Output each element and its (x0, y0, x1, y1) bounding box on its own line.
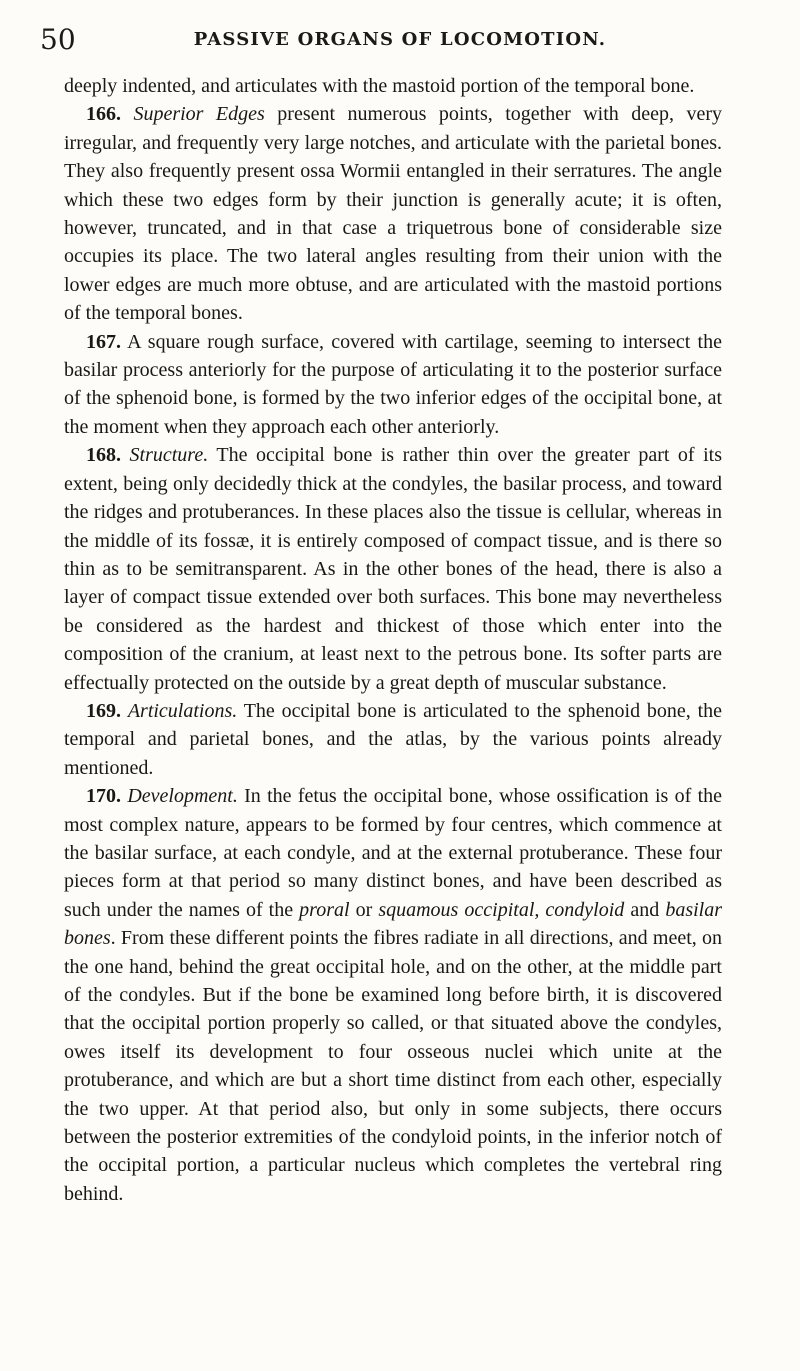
page-number: 50 (40, 23, 76, 56)
section-number: 167. (86, 330, 121, 353)
section-number: 168. (86, 444, 121, 467)
section-number: 170. (86, 785, 121, 808)
paragraph-text: or (349, 898, 379, 921)
paragraph-text: deeply indented, and articulates with the mastoid portion of the temporal bone. (64, 75, 695, 97)
paragraph-167 (64, 328, 722, 442)
paragraph-continuation (64, 72, 722, 100)
section-number: 166. (86, 103, 121, 126)
section-title: Articulations. (127, 699, 238, 722)
paragraph-169 (64, 697, 722, 782)
running-head: PASSIVE ORGANS OF LOCOMOTION. (193, 29, 607, 50)
paragraph-text: In the fetus the occipital bone, whose ossification is of the most complex nature, appears to be formed by four centres, which commence at the basilar surface, at each condyle, and at the external protuberance. These four pieces form at that period so many distinct bones, and have been described as such under the names of the (64, 785, 723, 921)
italic-term: basilar bones (64, 898, 722, 950)
paragraph-170 (64, 782, 722, 1208)
section-title: Superior Edges (133, 103, 265, 126)
paragraph-text: The occipital bone is articulated to the sphenoid bone, the temporal and parietal bones, and the atlas, by the various points already mentioned. (64, 699, 723, 779)
section-number: 169. (86, 699, 121, 722)
section-title: Structure. (129, 444, 209, 467)
paragraph-166 (64, 100, 722, 327)
italic-term: proral (299, 898, 350, 921)
paragraph-text: The occipital bone is rather thin over the greater part of its extent, being only decidedly thick at the condyles, the basilar process, and toward the ridges and protuberances. In these places also the tissue is cellular, whereas in the middle of its fossæ, it is entirely composed of compact tissue, and is there so thin as to be semitransparent. As in the other bones of the head, there is also a layer of compact tissue extended over both surfaces. This bone may nevertheless be considered as the hardest and thickest of those which enter into the composition of the cranium, at least next to the petrous bone. Its softer parts are effectually protected on the outside by a great depth of muscular substance. (64, 444, 722, 694)
paragraph-text: A square rough surface, covered with cartilage, seeming to intersect the basilar process anteriorly for the purpose of articulating it to the posterior surface of the sphenoid bone, is formed by the two inferior edges of the occipital bone, at the moment when they approach each other anteriorly. (64, 330, 722, 438)
paragraph-168 (64, 441, 722, 697)
italic-term: squamous occipital, condyloid (378, 898, 625, 921)
body-text (64, 72, 722, 1208)
page-header (40, 20, 760, 60)
section-title: Development. (127, 785, 238, 808)
paragraph-text: . From these different points the fibres radiate in all directions, and meet, on the one hand, behind the great occipital hole, and on the other, at the middle part of the condyles. But if the bone be examined long before birth, it is discovered that the occipital portion properly so called, or that situated above the condyles, owes itself its development to four osseous nuclei which unite at the protuberance, and which are but a short time distinct from each other, especially the two upper. At that period also, but only in some subjects, there occurs between the posterior extremities of the condyloid points, in the inferior notch of the occipital portion, a particular nucleus which completes the vertebral ring behind. (64, 927, 722, 1205)
paragraph-text: present numerous points, together with deep, very irregular, and frequently very large notches, and articulate with the parietal bones. They also frequently present ossa Wormii entangled in their serratures. The angle which these two edges form by their junction is generally acute; it is often, however, truncated, and in that case a triquetrous bone of considerable size occupies its place. The two lateral angles resulting from their union with the lower edges are much more obtuse, and are articulated with the mastoid portions of the temporal bones. (64, 103, 722, 325)
paragraph-text: and (624, 898, 666, 921)
